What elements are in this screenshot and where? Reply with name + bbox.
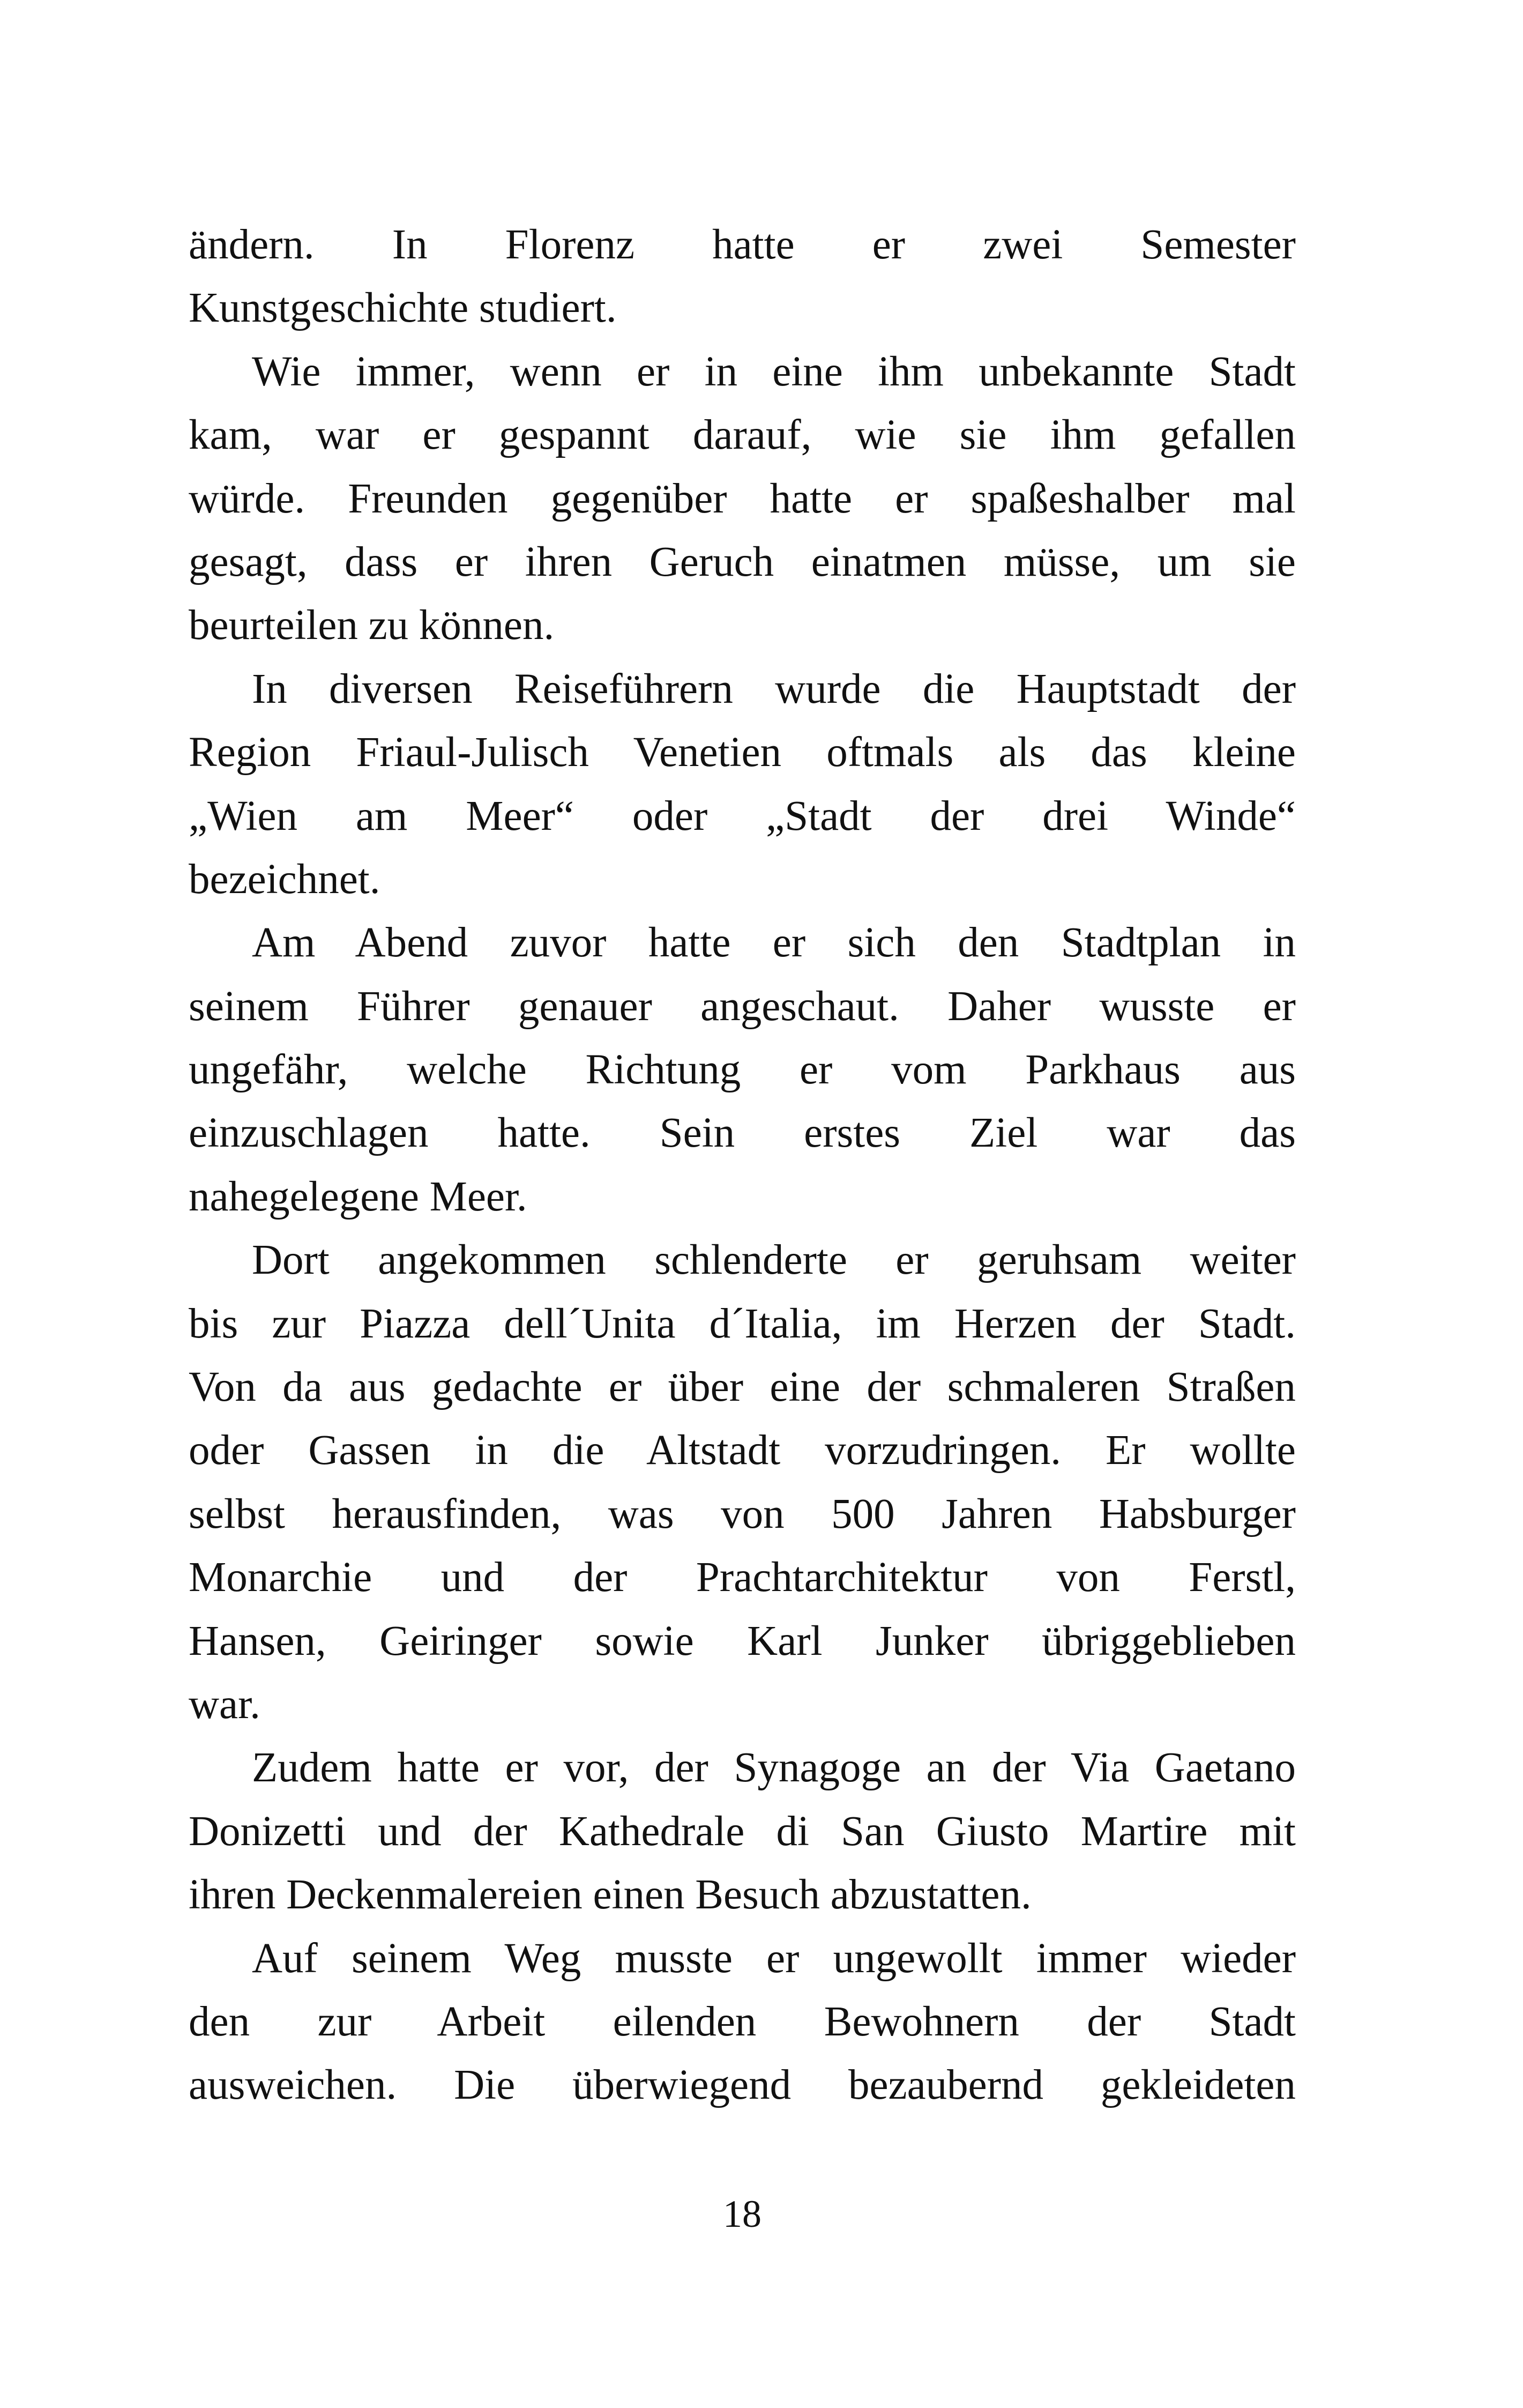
text-line: ausweichen. Die überwiegend bezaubernd gekleideten <box>189 2062 1296 2109</box>
text-line: gesagt, dass er ihren Geruch einatmen müsse, um sie <box>189 538 1296 585</box>
text-line: Dort angekommen schlenderte er geruhsam weiter <box>252 1237 1296 1284</box>
text-line: Kunstgeschichte studiert. <box>189 285 617 332</box>
book-page <box>189 0 1296 2408</box>
text-line: Hansen, Geiringer sowie Karl Junker übriggeblieben <box>189 1617 1296 1664</box>
text-line: kam, war er gespannt darauf, wie sie ihm gefallen <box>189 412 1296 459</box>
text-line: selbst herausfinden, was von 500 Jahren Habsburger <box>189 1490 1296 1537</box>
text-line: Wie immer, wenn er in eine ihm unbekannte Stadt <box>252 348 1296 395</box>
page-number: 18 <box>723 2193 762 2235</box>
text-line: Am Abend zuvor hatte er sich den Stadtplan in <box>252 919 1296 967</box>
text-line: einzuschlagen hatte. Sein erstes Ziel war das <box>189 1110 1296 1157</box>
text-line: nahegelegene Meer. <box>189 1173 527 1220</box>
text-line: war. <box>189 1681 260 1728</box>
text-line: „Wien am Meer“ oder „Stadt der drei Winde“ <box>189 792 1296 839</box>
text-line: oder Gassen in die Altstadt vorzudringen. Er wollte <box>189 1427 1296 1474</box>
body-text <box>189 213 1296 2117</box>
text-line: In diversen Reiseführern wurde die Hauptstadt der <box>252 665 1296 712</box>
text-line: bis zur Piazza dell´Unita d´Italia, im Herzen der Stadt. <box>189 1300 1296 1347</box>
text-line: Zudem hatte er vor, der Synagoge an der Via Gaetano <box>252 1744 1296 1792</box>
text-line: ändern. In Florenz hatte er zwei Semester <box>189 221 1296 268</box>
text-line: ihren Deckenmalereien einen Besuch abzustatten. <box>189 1871 1032 1919</box>
text-line: Donizetti und der Kathedrale di San Giusto Martire mit <box>189 1808 1296 1855</box>
text-line: Region Friaul-Julisch Venetien oftmals als das kleine <box>189 729 1296 776</box>
text-line: Von da aus gedachte er über eine der schmaleren Straßen <box>189 1364 1296 1411</box>
text-line: beurteilen zu können. <box>189 602 555 649</box>
text-line: den zur Arbeit eilenden Bewohnern der Stadt <box>189 1998 1296 2045</box>
text-line: seinem Führer genauer angeschaut. Daher wusste er <box>189 983 1296 1030</box>
text-line: ungefähr, welche Richtung er vom Parkhaus aus <box>189 1046 1296 1094</box>
text-line: würde. Freunden gegenüber hatte er spaßeshalber mal <box>189 475 1296 522</box>
text-line: Monarchie und der Prachtarchitektur von Ferstl, <box>189 1554 1296 1601</box>
text-line: Auf seinem Weg musste er ungewollt immer wieder <box>252 1935 1296 1982</box>
text-line: bezeichnet. <box>189 856 380 903</box>
